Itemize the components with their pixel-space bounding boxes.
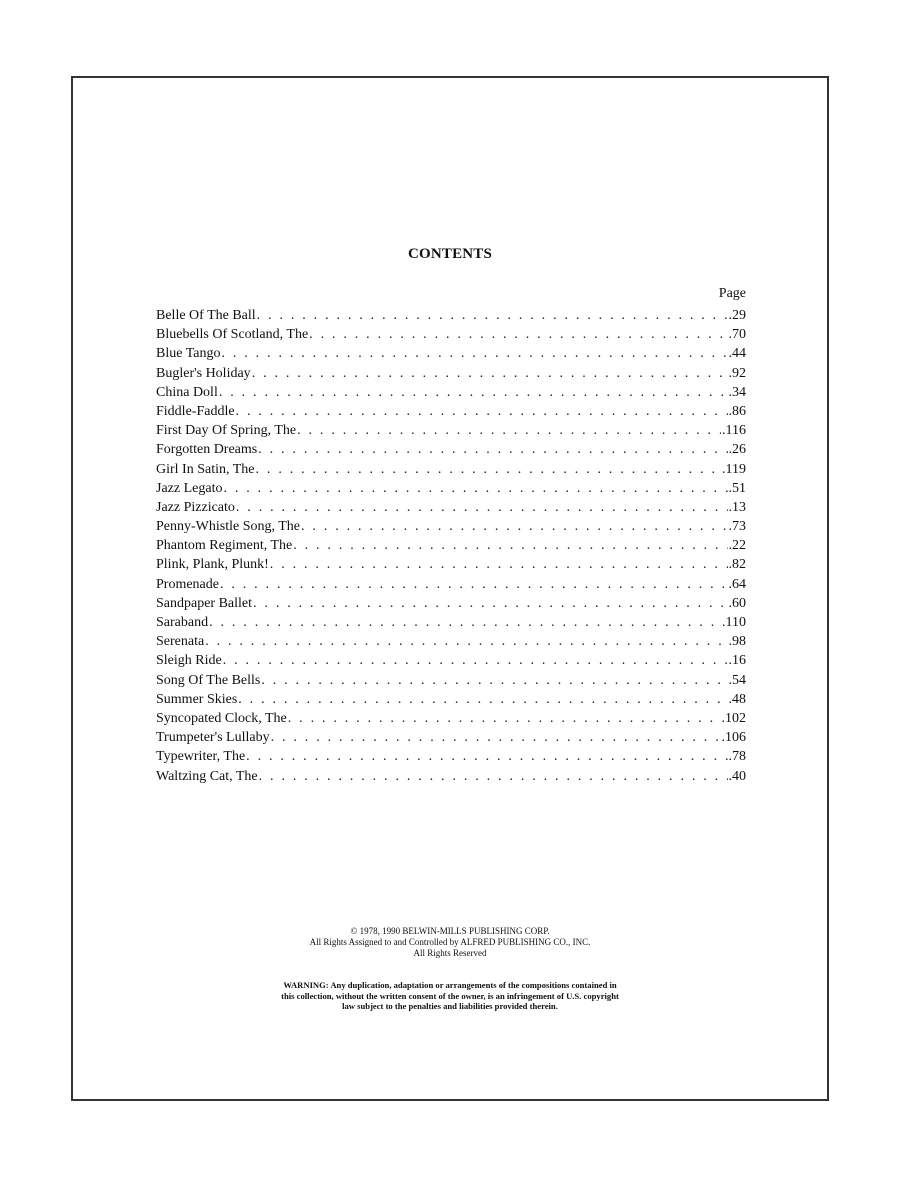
dot-leader — [258, 440, 727, 459]
entry-page: .29 — [728, 308, 746, 323]
dot-leader — [288, 709, 721, 728]
entry-page: .54 — [728, 672, 746, 688]
dot-leader — [205, 632, 727, 651]
entry-page: .64 — [728, 576, 746, 592]
entry-page: .78 — [728, 749, 746, 765]
dot-leader — [301, 517, 727, 536]
dot-leader — [209, 613, 721, 632]
entry-title: Belle Of The Ball — [156, 308, 256, 323]
dot-leader — [223, 479, 727, 498]
toc-entry — [156, 767, 746, 786]
toc-entry — [156, 709, 746, 728]
entry-page: .44 — [728, 346, 746, 362]
entry-page: .119 — [722, 461, 746, 477]
entry-page: .116 — [722, 423, 746, 439]
dot-leader — [293, 536, 727, 555]
entry-page: .86 — [728, 403, 746, 419]
entry-title: Penny-Whistle Song, The — [156, 519, 301, 535]
entry-page: .48 — [728, 691, 746, 707]
toc-entry — [156, 613, 746, 632]
entry-title: Phantom Regiment, The — [156, 538, 293, 554]
toc-entry — [156, 728, 746, 747]
copyright-line: © 1978, 1990 BELWIN-MILLS PUBLISHING CORP. — [350, 926, 550, 936]
toc-entry — [156, 306, 746, 325]
dot-leader — [309, 325, 727, 344]
entry-title: Bluebells Of Scotland, The — [156, 327, 309, 343]
toc-entry — [156, 651, 746, 670]
dot-leader — [256, 460, 722, 479]
toc-entry — [156, 479, 746, 498]
dot-leader — [259, 767, 728, 786]
entry-page: .51 — [728, 480, 746, 496]
dot-leader — [270, 555, 728, 574]
entry-title: Jazz Pizzicato — [156, 499, 235, 515]
entry-page: .73 — [728, 519, 746, 535]
toc-entry — [156, 671, 746, 690]
dot-leader — [246, 747, 727, 766]
toc-entry — [156, 402, 746, 421]
dot-leader — [257, 306, 728, 325]
entry-title: First Day Of Spring, The — [156, 423, 297, 439]
entry-page: .60 — [728, 595, 746, 611]
dot-leader — [261, 671, 727, 690]
toc-entry — [156, 594, 746, 613]
entry-page: .40 — [728, 768, 746, 784]
entry-title: Summer Skies — [156, 691, 238, 707]
entry-page: .13 — [728, 499, 746, 515]
entry-page: .82 — [728, 557, 746, 573]
entry-page: .22 — [728, 538, 746, 554]
warning-line: law subject to the penalties and liabilities provided therein. — [342, 1001, 558, 1011]
dot-leader — [236, 498, 728, 517]
dot-leader — [220, 575, 728, 594]
dot-leader — [297, 421, 721, 440]
toc-entry — [156, 383, 746, 402]
entry-title: Song Of The Bells — [156, 672, 261, 688]
toc-entry — [156, 690, 746, 709]
warning-line: this collection, without the written consent of the owner, is an infringement of U.S. copyright — [281, 990, 619, 1001]
entry-page: .98 — [728, 634, 746, 650]
copyright-line: All Rights Assigned to and Controlled by ALFRED PUBLISHING CO., INC. — [309, 937, 591, 947]
entry-page: .16 — [728, 653, 746, 669]
entry-title: Serenata — [156, 634, 205, 650]
entry-title: Sandpaper Ballet — [156, 595, 253, 611]
entry-title: China Doll — [156, 384, 218, 400]
entry-page: .106 — [721, 730, 746, 746]
toc-entry — [156, 325, 746, 344]
entry-title: Girl In Satin, The — [156, 461, 255, 477]
entry-page: .92 — [728, 365, 746, 381]
dot-leader — [252, 364, 728, 383]
entry-title: Sleigh Ride — [156, 653, 222, 669]
entry-title: Forgotten Dreams — [156, 442, 258, 458]
entry-title: Jazz Legato — [156, 480, 223, 496]
toc-entry — [156, 460, 746, 479]
dot-leader — [236, 402, 728, 421]
dot-leader — [221, 344, 727, 363]
entry-page: .70 — [728, 327, 746, 343]
entry-title: Promenade — [156, 576, 219, 592]
toc-entry — [156, 555, 746, 574]
entry-title: Waltzing Cat, The — [156, 768, 258, 784]
toc-entry — [156, 421, 746, 440]
entry-title: Plink, Plank, Plunk! — [156, 557, 269, 573]
warning-notice — [222, 980, 678, 1012]
entry-title: Syncopated Clock, The — [156, 710, 287, 726]
toc-entry — [156, 498, 746, 517]
entry-title: Saraband — [156, 615, 209, 630]
copyright-notice — [0, 926, 900, 959]
warning-line: WARNING: Any duplication, adaptation or arrangements of the compositions contained in — [283, 980, 617, 990]
dot-leader — [219, 383, 728, 402]
entry-title: Bugler's Holiday — [156, 365, 251, 381]
toc-entry — [156, 632, 746, 651]
copyright-line: All Rights Reserved — [413, 948, 487, 958]
page-title: CONTENTS — [407, 246, 493, 262]
entry-title: Blue Tango — [156, 346, 221, 362]
toc-entry — [156, 575, 746, 594]
entry-page: .110 — [722, 615, 746, 630]
entry-title: Fiddle-Faddle — [156, 403, 235, 419]
contents-list — [156, 306, 746, 786]
toc-entry — [156, 364, 746, 383]
dot-leader — [223, 651, 728, 670]
dot-leader — [238, 690, 727, 709]
toc-entry — [156, 536, 746, 555]
entry-title: Typewriter, The — [156, 749, 246, 765]
toc-entry — [156, 440, 746, 459]
dot-leader — [253, 594, 727, 613]
toc-entry — [156, 747, 746, 766]
entry-page: .34 — [728, 384, 746, 400]
toc-entry — [156, 517, 746, 536]
page-column-header: Page — [718, 286, 746, 301]
dot-leader — [271, 728, 721, 747]
entry-title: Trumpeter's Lullaby — [156, 730, 270, 746]
entry-page: .102 — [721, 710, 746, 726]
entry-page: .26 — [728, 442, 746, 458]
toc-entry — [156, 344, 746, 363]
